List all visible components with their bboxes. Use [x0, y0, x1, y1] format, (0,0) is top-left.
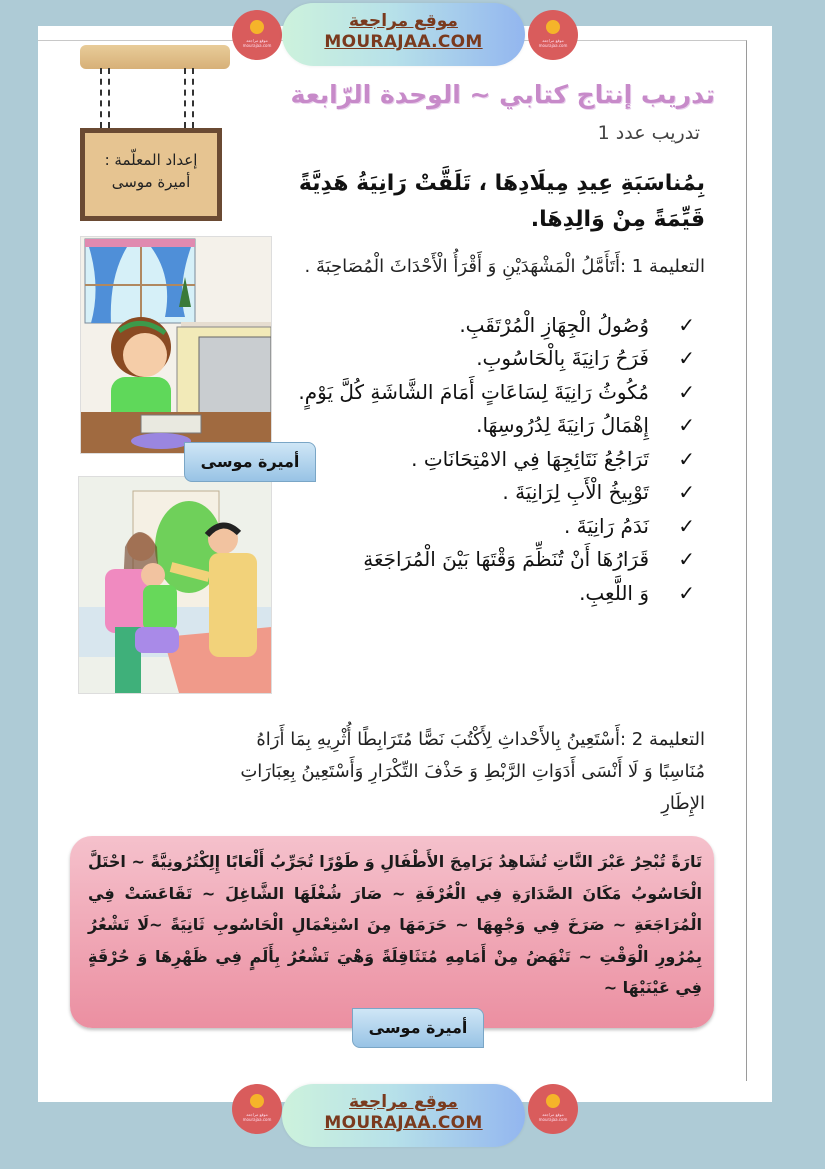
- list-item: [275, 375, 695, 409]
- instruction-1: التعليمة 1 :أَتَأَمَّلُ الْمَشْهَدَيْنِ وَ أَقْرَأُ الْأَحْدَاثَ الْمُصَاحِبَةَ .: [304, 256, 705, 277]
- list-item: [275, 576, 695, 610]
- illustration-girl-computer: [80, 236, 272, 454]
- list-item: [275, 442, 695, 476]
- event-text: وَ اللَّعِبِ.: [579, 580, 649, 605]
- checkmark-icon: ✓: [678, 346, 695, 371]
- sign-wood-bar: [80, 45, 230, 69]
- logo-caption: موقع مراجعة mourajaa.com: [538, 1112, 568, 1122]
- site-name-arabic[interactable]: موقع مراجعة: [349, 1092, 458, 1112]
- list-item: [275, 308, 695, 342]
- event-text: قَرَارُهَا أَنْ تُنَظِّمَ وَقْتَهَا بَيْنَ الْمُرَاجَعَةِ: [363, 547, 649, 572]
- chain-left: [100, 68, 110, 128]
- site-logo-right-bottom[interactable]: [528, 1084, 578, 1134]
- page-title: تدريب إنتاج كتابي ~ الوحدة الرّابعة: [290, 80, 715, 109]
- list-item: [275, 409, 695, 443]
- logo-icon: [546, 20, 560, 34]
- author-name-tag-bottom: أميرة موسى: [352, 1008, 484, 1048]
- logo-icon: [546, 1094, 560, 1108]
- checkmark-icon: ✓: [678, 513, 695, 538]
- event-text: تَرَاجُعُ نَتَائِجِهَا فِي الامْتِحَانَاتِ .: [411, 446, 649, 471]
- page-subtitle: تدريب عدد 1: [597, 122, 700, 144]
- site-banner-top[interactable]: [282, 3, 525, 66]
- logo-caption: موقع مراجعة mourajaa.com: [242, 38, 272, 48]
- site-name-arabic[interactable]: موقع مراجعة: [349, 11, 458, 31]
- checkmark-icon: ✓: [678, 580, 695, 605]
- author-name-tag: أميرة موسى: [184, 442, 316, 482]
- checkmark-icon: ✓: [678, 413, 695, 438]
- list-item: [275, 509, 695, 543]
- intro-sentence: بِمُناسَبَةِ عِيدِ مِيلَادِهَا ، تَلَقَّتْ رَانِيَةُ هَدِيَّةً قَيِّمَةً مِنْ وَالِدِهَا.: [298, 171, 705, 232]
- checkmark-icon: ✓: [678, 480, 695, 505]
- site-logo-left[interactable]: [232, 10, 282, 60]
- site-logo-left-bottom[interactable]: [232, 1084, 282, 1134]
- logo-icon: [250, 1094, 264, 1108]
- instruction-2: التعليمة 2 :أَسْتَعِينُ بِالأَحْداثِ لِأَكْتُبَ نَصًّا مُتَرَابِطًا أُثْرِيهِ بِمَا أَرَاهُ مُنَاسِبًا وَ لَا أَنْسَى أَدَوَاتِ الرَّبْطِ وَ حَذْفَ التِّكْرَارِ وَأَسْتَعِينُ بِعِبَارَاتِ الإِطَارِ: [240, 729, 705, 814]
- phrases-text: تَارَةً تُبْحِرُ عَبْرَ النَّاتِ تُشَاهِدُ بَرَامِجَ الأَطْفَالِ وَ طَوْرًا تُجَرِّبُ أَلْعَابًا إِلِكْتُرُونِيَّةً ~ احْتَلَّ الْحَاسُوبُ مَكَانَ الصَّدَارَةِ فِي الْغُرْفَةِ ~ صَارَ شُغْلَهَا الشَّاغِلَ ~ تَقَاعَسَتْ فِي الْمُرَاجَعَةِ ~ صَرَخَ فِي وَجْهِهَا ~ حَرَمَهَا مِنَ اسْتِعْمَالِ الْحَاسُوبِ ثَانِيَةً ~لَا تَشْعُرُ بِمُرُورِ الْوَقْتِ ~ تَنْهَضُ مِنْ أَمَامِهِ مُتَثَاقِلَةً وَهْيَ تَشْعُرُ بِأَلَمٍ فِي ظَهْرِهَا وَ حُرْقَةٍ فِي عَيْنَيْهَا ~: [88, 852, 702, 997]
- illustration-father-scolding: [78, 476, 272, 694]
- event-text: مُكُوثُ رَانِيَةَ لِسَاعَاتٍ أَمَامَ الشَّاشَةِ كُلَّ يَوْمٍ.: [298, 379, 649, 404]
- event-text: إِهْمَالُ رَانِيَةَ لِدُرُوسِهَا.: [476, 413, 649, 438]
- sign-line-2: أميرة موسى: [111, 173, 191, 191]
- sign-line-1: إعداد المعلّمة :: [104, 151, 198, 169]
- site-logo-right[interactable]: [528, 10, 578, 60]
- logo-caption: موقع مراجعة mourajaa.com: [538, 38, 568, 48]
- event-text: تَوْبِيخُ الْأَبِ لِرَانِيَةَ .: [502, 480, 649, 505]
- list-item: [275, 476, 695, 510]
- checkmark-icon: ✓: [678, 312, 695, 337]
- site-banner-bottom[interactable]: [282, 1084, 525, 1147]
- teacher-sign: [80, 128, 222, 221]
- event-text: نَدَمُ رَانِيَةَ .: [563, 513, 649, 538]
- event-text: فَرَحُ رَانِيَةَ بِالْحَاسُوبِ.: [476, 346, 649, 371]
- event-text: وُصُولُ الْجِهَازِ الْمُرْتَقَبِ.: [459, 312, 649, 337]
- events-list: [275, 308, 695, 610]
- checkmark-icon: ✓: [678, 379, 695, 404]
- logo-icon: [250, 20, 264, 34]
- checkmark-icon: ✓: [678, 446, 695, 471]
- list-item: [275, 342, 695, 376]
- checkmark-icon: ✓: [678, 547, 695, 572]
- list-item: [275, 543, 695, 577]
- logo-caption: موقع مراجعة mourajaa.com: [242, 1112, 272, 1122]
- chain-right: [184, 68, 194, 128]
- site-name-latin[interactable]: MOURAJAA.COM: [324, 1113, 483, 1133]
- site-name-latin[interactable]: MOURAJAA.COM: [324, 32, 483, 52]
